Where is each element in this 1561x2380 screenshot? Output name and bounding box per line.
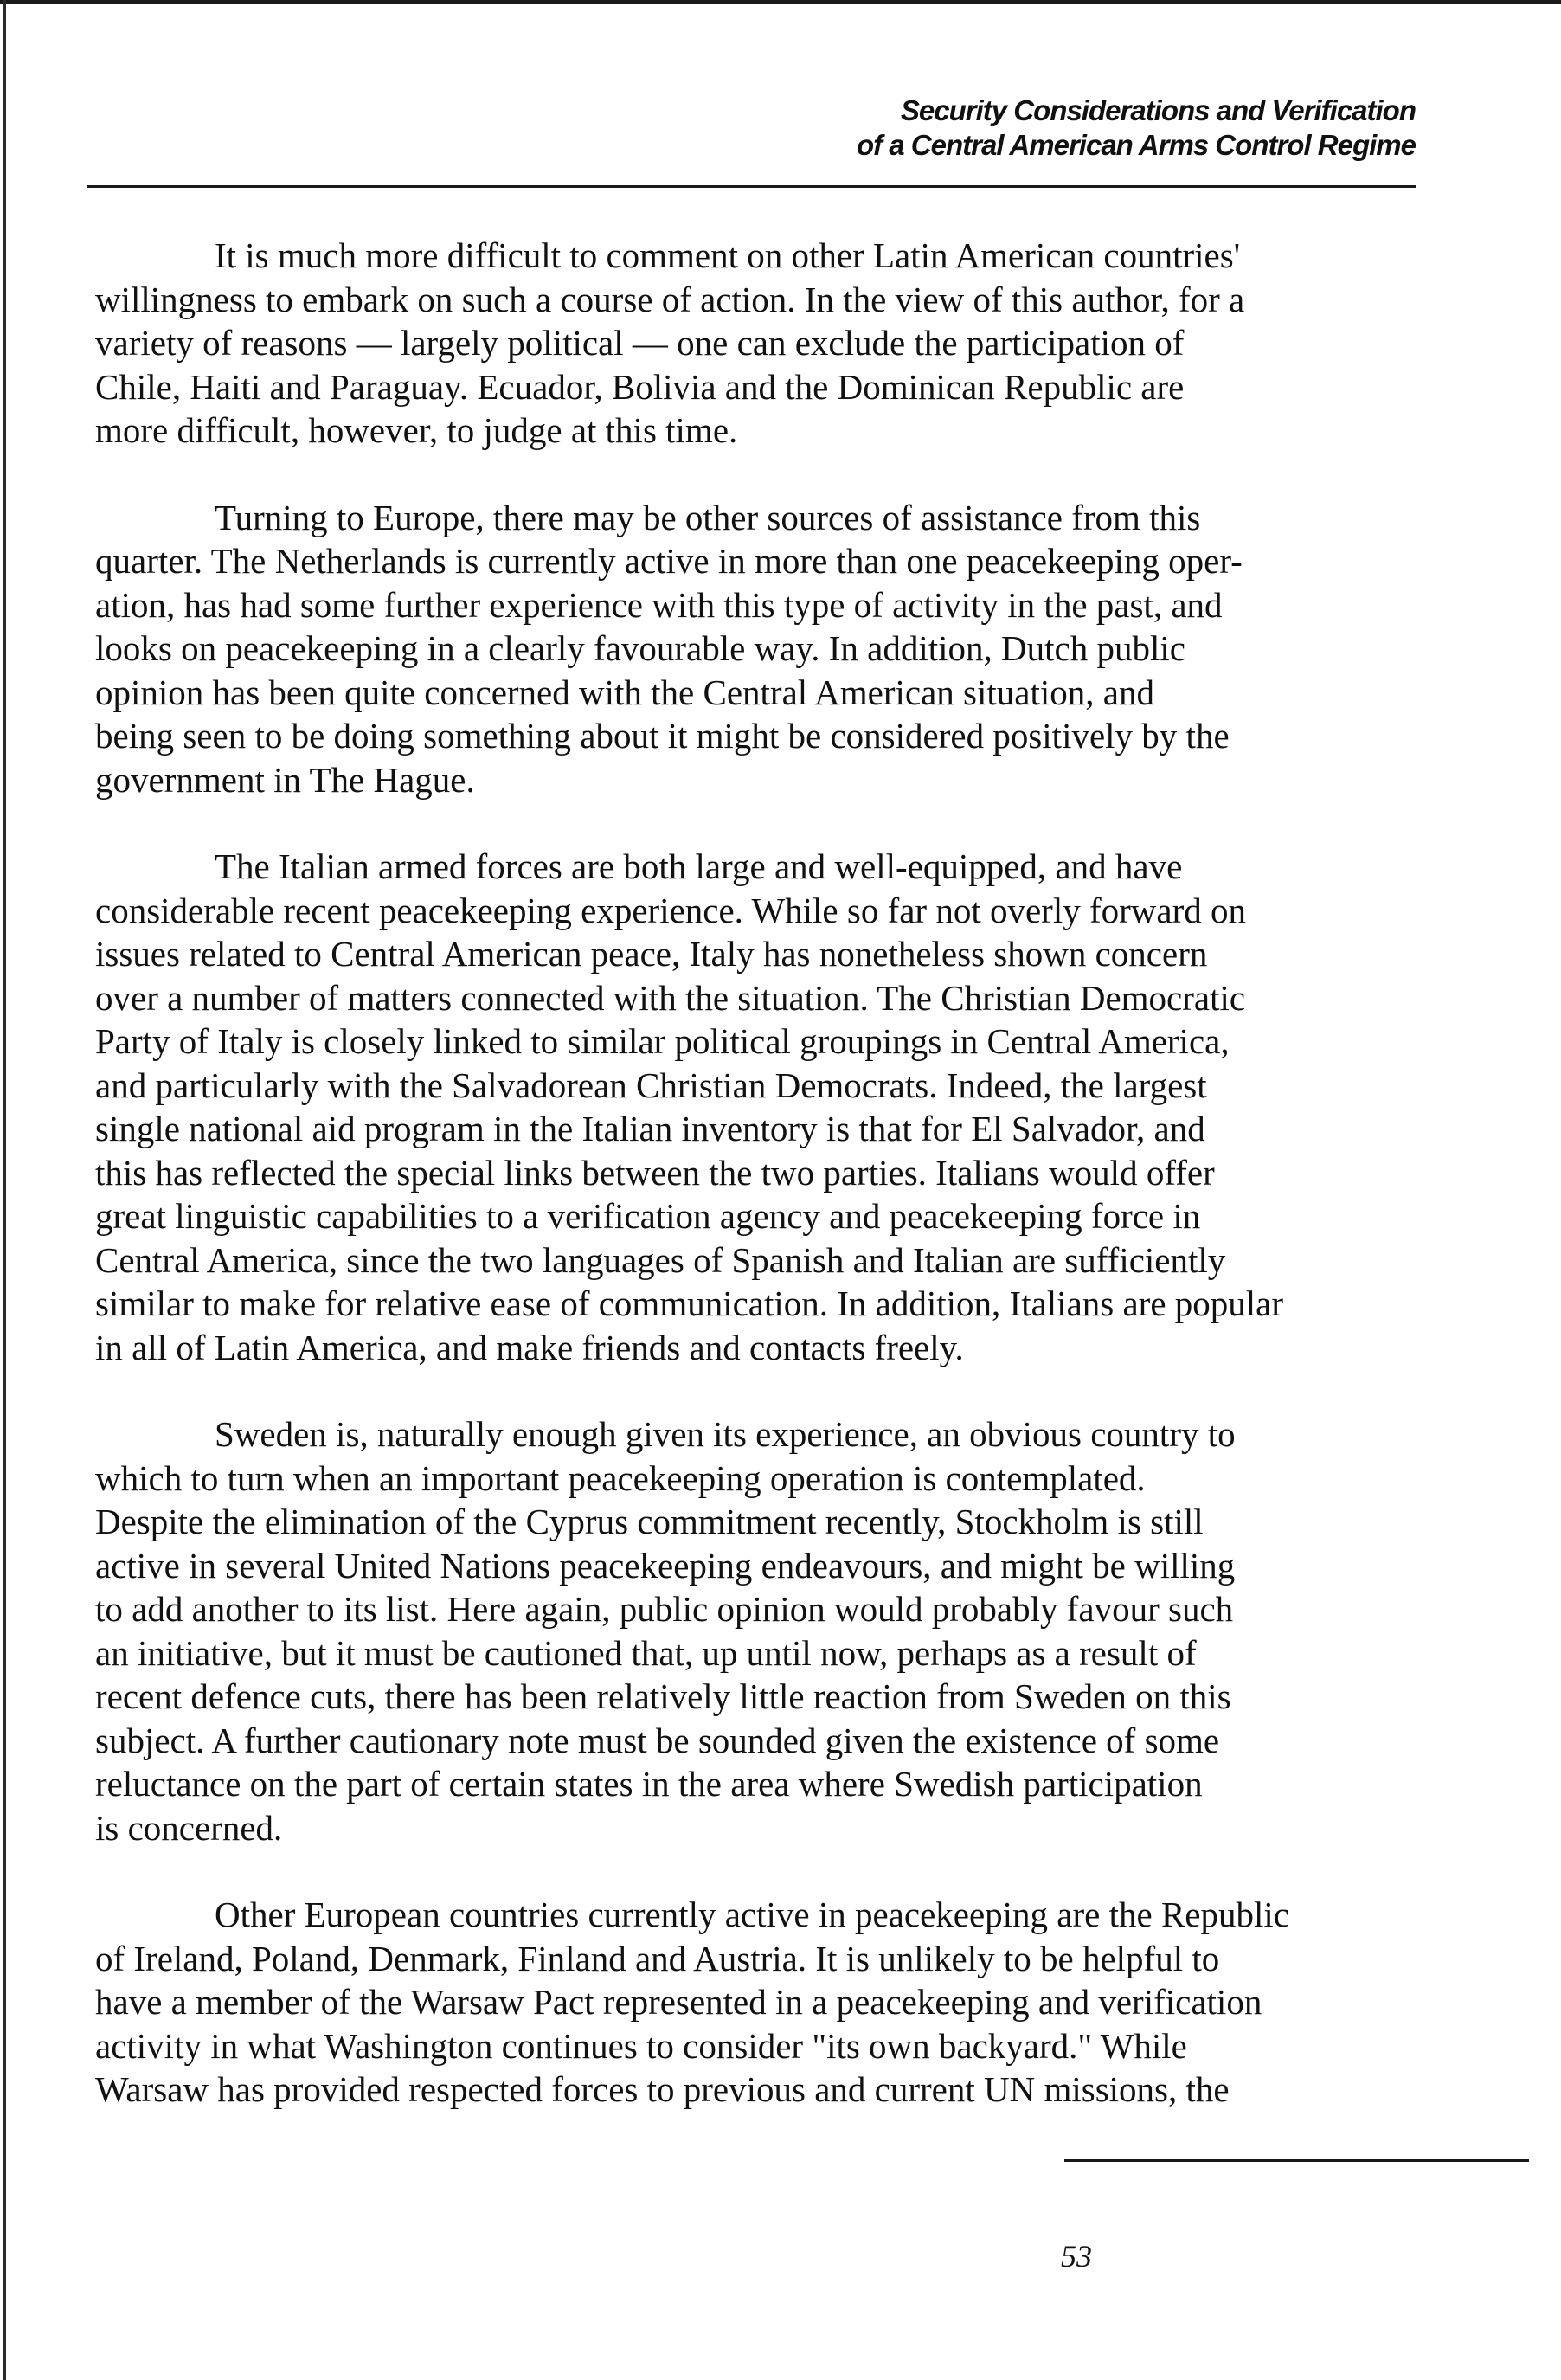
page-number: 53 (1061, 2239, 1092, 2274)
page-left-edge (3, 0, 6, 2380)
running-header (857, 93, 1416, 163)
paragraph-other-european: Other European countries currently active in peacekeeping are the Republic of Ireland, Poland, Denmark, Finland and Austria. It is unlikely to be helpful to have a member of the Warsaw Pact represented in a peacekeeping and verification activity in what Washington continues to consider "its own backyard." While Warsaw has provided respected forces to previous and current UN missions, the (95, 1894, 1289, 2109)
paragraph-latin-america: It is much more difficult to comment on other Latin American countries' willingness to embark on such a course of action. In the view of this author, for a variety of reasons — largely political — one can exclude the participation of Chile, Haiti and Paraguay. Ecuador, Bolivia and the Dominican Republic are more difficult, however, to judge at this time. (95, 235, 1245, 450)
footer-divider (1064, 2159, 1529, 2162)
running-header-line-2: of a Central American Arms Control Regime (856, 129, 1416, 161)
running-header-line-1: Security Considerations and Verification (900, 94, 1416, 126)
paragraph-sweden: Sweden is, naturally enough given its experience, an obvious country to which to turn when an important peacekeeping operation is contemplated. Despite the elimination of the Cyprus commitment recently, Stockholm is still active in several United Nations peacekeeping endeavours, and might be willing to add another to its list. Here again, public opinion would probably favour such an initiative, but it must be cautioned that, up until now, perhaps as a result of recent defence cuts, there has been relatively little reaction from Sweden on this subject. A further cautionary note must be sounded given the existence of some reluctance on the part of certain states in the area where Swedish participation is concerned. (95, 1414, 1236, 1848)
header-divider (87, 185, 1416, 188)
paragraph-netherlands: Turning to Europe, there may be other sources of assistance from this quarter. The Netherlands is currently active in more than one peacekeeping oper- ation, has had some further experience with this type of activity in the past, and looks on peacekeeping in a clearly favourable way. In addition, Dutch public opinion has been quite concerned with the Central American situation, and being seen to be doing something about it might be considered positively by the government in The Hague. (95, 497, 1243, 800)
body-text (95, 234, 1445, 2155)
paragraph-italy: The Italian armed forces are both large and well-equipped, and have considerable recent peacekeeping experience. While so far not overly forward on issues related to Central American peace, Italy has nonetheless shown concern over a number of matters connected with the situation. The Christian Democratic Party of Italy is closely linked to similar political groupings in Central America, and particularly with the Salvadorean Christian Democrats. Indeed, the largest single national aid program in the Italian inventory is that for El Salvador, and this has reflected the special links between the two parties. Italians would offer great linguistic capabilities to a verification agency and peacekeeping force in Central America, since the two languages of Spanish and Italian are sufficiently similar to make for relative ease of communication. In addition, Italians are popular in all of Latin America, and make friends and contacts freely. (95, 846, 1284, 1367)
page-top-edge (0, 0, 1561, 4)
